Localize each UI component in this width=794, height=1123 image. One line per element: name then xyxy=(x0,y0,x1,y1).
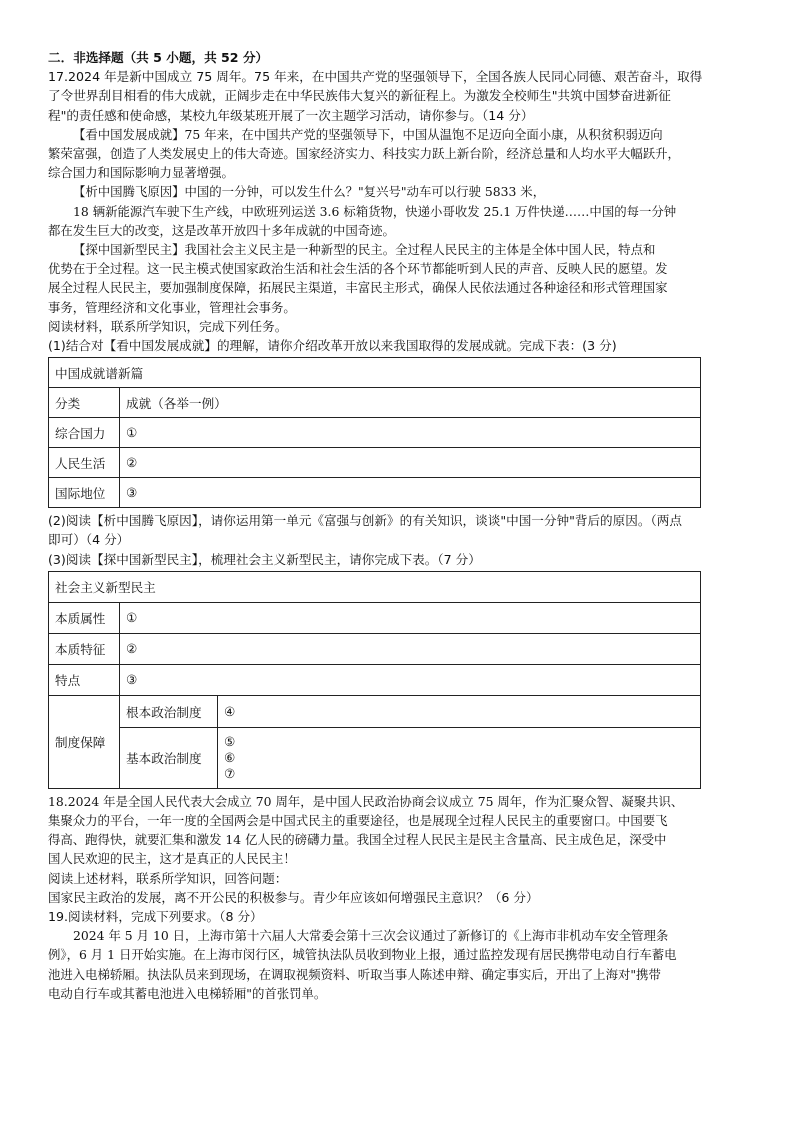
exam-page xyxy=(48,48,748,1003)
material-line: 【探中国新型民主】我国社会主义民主是一种新型的民主。全过程人民民主的主体是全体中国人民，特点和 xyxy=(73,242,656,258)
answer-cell[interactable]: ① xyxy=(120,418,701,448)
sub-category: 根本政治制度 xyxy=(120,695,218,727)
q17-material-development xyxy=(48,125,748,183)
answer-cell[interactable]: ④ xyxy=(218,695,701,727)
democracy-table xyxy=(48,571,701,789)
material-line: 【析中国腾飞原因】中国的一分钟，可以发生什么？"复兴号"动车可以行驶 5833 米， xyxy=(73,184,546,200)
q17-sub2-line: (2)阅读【析中国腾飞原因】，请你运用第一单元《富强与创新》的有关知识，谈谈"中国一分钟"背后的原因。（两点 xyxy=(48,513,682,529)
table-row xyxy=(49,727,701,788)
q19-line: 2024 年 5 月 10 日，上海市第十六届人大常委会第十三次会议通过了新修订的《上海市非机动车安全管理条 xyxy=(73,928,669,944)
q19-material xyxy=(48,926,748,1003)
q18-instruction: 阅读上述材料，联系所学知识，回答问题： xyxy=(48,870,288,886)
answer-cell[interactable] xyxy=(218,727,701,788)
table-row xyxy=(49,664,701,695)
material-line: 繁荣富强，创造了人类发展史上的伟大奇迹。国家经济实力、科技实力跃上新台阶，经济总量和人均水平大幅跃升， xyxy=(48,146,680,162)
q19-line: 电动自行车或其蓄电池进入电梯轿厢"的首张罚单。 xyxy=(48,985,327,1001)
table-row xyxy=(49,695,701,727)
material-line: 综合国力和国际影响力显著增强。 xyxy=(48,165,234,181)
answer-mark: ⑦ xyxy=(224,765,236,781)
q17-intro-line: 了令世界刮目相看的伟大成就，正阔步走在中华民族伟大复兴的新征程上。为激发全校师生"共筑中国梦奋进新征 xyxy=(48,88,671,104)
achievements-table xyxy=(48,357,701,508)
q17-intro xyxy=(48,67,748,125)
q17-sub2-line: 即可）（4 分） xyxy=(48,532,130,548)
row-category: 特点 xyxy=(49,664,120,695)
column-header: 分类 xyxy=(49,388,120,418)
material-line: 都在发生巨大的改变，这是改革开放四十多年成就的中国奇迹。 xyxy=(48,222,395,238)
q18-material xyxy=(48,792,748,869)
row-category: 本质特征 xyxy=(49,633,120,664)
table-title: 社会主义新型民主 xyxy=(49,571,701,602)
row-category: 本质属性 xyxy=(49,602,120,633)
row-category: 人民生活 xyxy=(49,448,120,478)
table-row xyxy=(49,478,701,508)
q19-line: 池进入电梯轿厢。执法队员来到现场，在调取视频资料、听取当事人陈述申辩、确定事实后，开出了上海对"携带 xyxy=(48,966,661,982)
section-title: 二．非选择题（共 5 小题，共 52 分） xyxy=(48,50,269,65)
q17-material-democracy xyxy=(48,240,748,317)
q18-question: 国家民主政治的发展，离不开公民的积极参与。青少年应该如何增强民主意识？（6 分） xyxy=(48,889,539,905)
material-line: 展全过程人民民主，要加强制度保障，拓展民主渠道，丰富民主形式，确保人民依法通过各种途径和形式管理国家 xyxy=(48,280,668,296)
material-line: 【看中国发展成就】75 年来，在中国共产党的坚强领导下，中国从温饱不足迈向全面小康，从积贫积弱迈向 xyxy=(73,126,663,142)
q17-material-reasons xyxy=(48,182,748,240)
q18-line: 集聚众力的平台，一年一度的全国两会是中国式民主的重要途径，也是展现全过程人民民主的重要窗口。中国要飞 xyxy=(48,813,668,829)
row-category: 国际地位 xyxy=(49,478,120,508)
q18-line: 18.2024 年是全国人民代表大会成立 70 周年，是中国人民政治协商会议成立 75 周年，作为汇聚众智、凝聚共识、 xyxy=(48,793,684,809)
row-category: 制度保障 xyxy=(49,695,120,788)
q19-line: 例》，6 月 1 日开始实施。在上海市闵行区，城管执法队员收到物业上报，通过监控发现有居民携带电动自行车蓄电 xyxy=(48,947,677,963)
table-row xyxy=(49,418,701,448)
table-title: 中国成就谱新篇 xyxy=(49,358,701,388)
answer-cell[interactable]: ② xyxy=(120,633,701,664)
table-row xyxy=(49,602,701,633)
q18-line: 得高、跑得快，就要汇集和激发 14 亿人民的磅礴力量。我国全过程人民民主是民主含量高、民主成色足，深受中 xyxy=(48,832,667,848)
column-header: 成就（各举一例） xyxy=(120,388,701,418)
table-row xyxy=(49,633,701,664)
answer-cell[interactable]: ③ xyxy=(120,664,701,695)
table-row xyxy=(49,448,701,478)
answer-mark: ⑤ xyxy=(224,733,236,749)
q17-instruction: 阅读材料，联系所学知识，完成下列任务。 xyxy=(48,318,288,334)
q18-line: 国人民欢迎的民主，这才是真正的人民民主！ xyxy=(48,851,296,867)
answer-mark: ⑥ xyxy=(224,749,236,765)
material-line: 优势在于全过程。这一民主模式使国家政治生活和社会生活的各个环节都能听到人民的声音、反映人民的愿望。发 xyxy=(48,261,668,277)
sub-category: 基本政治制度 xyxy=(120,727,218,788)
q19-title: 19.阅读材料，完成下列要求。（8 分） xyxy=(48,909,263,925)
q17-intro-line: 17.2024 年是新中国成立 75 周年。75 年来，在中国共产党的坚强领导下，全国各族人民同心同德、艰苦奋斗，取得 xyxy=(48,69,703,85)
row-category: 综合国力 xyxy=(49,418,120,448)
q17-sub1: (1)结合对【看中国发展成就】的理解，请你介绍改革开放以来我国取得的发展成就。完成下表：(3 分) xyxy=(48,338,617,354)
q17-sub3: (3)阅读【探中国新型民主】，梳理社会主义新型民主，请你完成下表。（7 分） xyxy=(48,551,481,567)
material-line: 18 辆新能源汽车驶下生产线，中欧班列运送 3.6 标箱货物，快递小哥收发 25.1 万件快递……中国的每一分钟 xyxy=(73,203,677,219)
answer-cell[interactable]: ① xyxy=(120,602,701,633)
q17-intro-line: 程"的责任感和使命感，某校九年级某班开展了一次主题学习活动，请你参与。（14 分） xyxy=(48,107,534,123)
answer-cell[interactable]: ② xyxy=(120,448,701,478)
answer-cell[interactable]: ③ xyxy=(120,478,701,508)
material-line: 事务，管理经济和文化事业，管理社会事务。 xyxy=(48,299,296,315)
